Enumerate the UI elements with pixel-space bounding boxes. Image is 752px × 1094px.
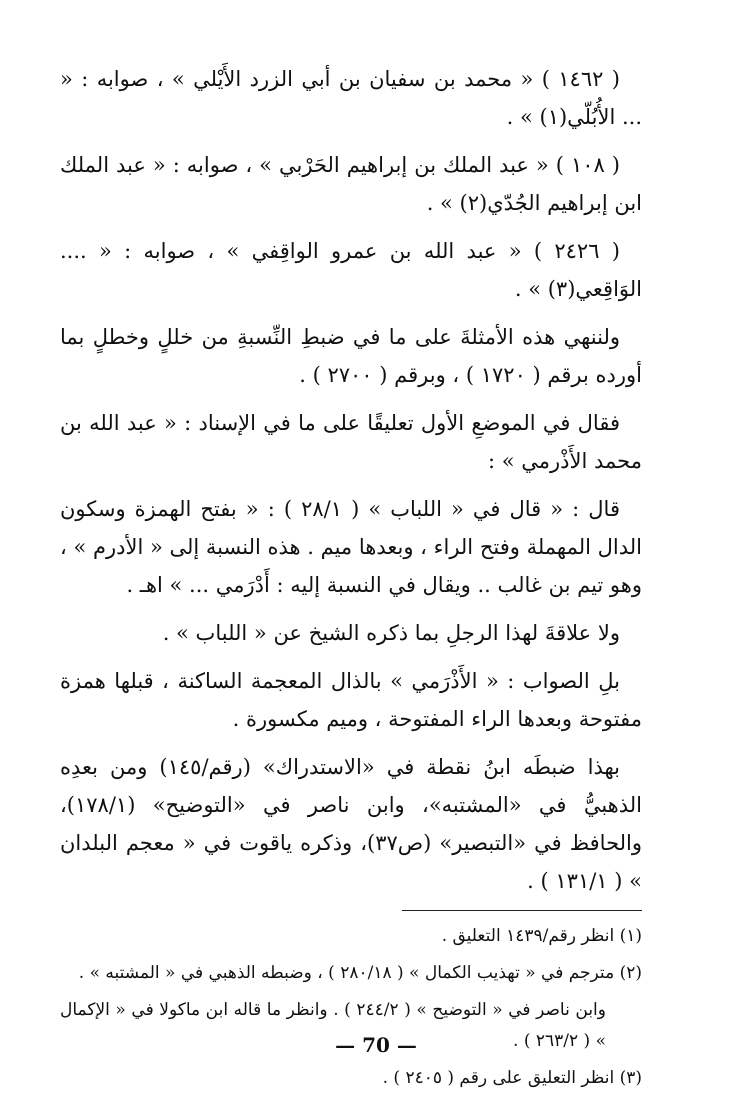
main-text	[60, 60, 642, 900]
correction-paragraph: بلِ الصواب : « الأَذْرَمي » بالذال المعجمة الساكنة ، قبلها همزة مفتوحة وبعدها الراء المفتوحة ، وميم مكسورة .	[60, 669, 642, 731]
entry-1462: ( ١٤٦٢ ) « محمد بن سفيان بن أبي الزرد الأَيْلي » ، صوابه : « ... الأُبُلّي(١) » .	[60, 67, 642, 129]
entry-108: ( ١٠٨ ) « عبد الملك بن إبراهيم الحَرْبي » ، صوابه : « عبد الملك ابن إبراهيم الجُدّي(٢) » .	[60, 153, 642, 215]
lubab-quote-paragraph: قال : « قال في « اللباب » ( ٢٨/١ ) : « بفتح الهمزة وسكون الدال المهملة وفتح الراء ، وبعدها ميم . هذه النسبة إلى « الأدرم » ، وهو تيم بن غالب .. ويقال في النسبة إليه : أَدْرَمي ... » اهـ .	[60, 497, 642, 597]
closing-examples-paragraph: ولننهي هذه الأمثلةَ على ما في ضبطِ النِّسبةِ من خللٍ وخطلٍ بما أورده برقم ( ١٧٢٠ ) ، وبرقم ( ٢٧٠٠ ) .	[60, 325, 642, 387]
no-relation-paragraph: ولا علاقةَ لهذا الرجلِ بما ذكره الشيخ عن « اللباب » .	[162, 621, 620, 645]
footnote-2: (٢) مترجم في « تهذيب الكمال » ( ٢٨٠/١٨ ) ، وضبطه الذهبي في « المشتبه » .	[78, 963, 642, 983]
page-number: — 70 —	[335, 1033, 417, 1057]
entry-2426: ( ٢٤٢٦ ) « عبد الله بن عمرو الواقِفي » ، صوابه : « .... الوَاقِعي(٣) » .	[60, 239, 642, 301]
footnote-divider	[402, 910, 642, 911]
sources-paragraph: بهذا ضبطَه ابنُ نقطة في «الاستدراك» (رقم/١٤٥) ومن بعدِه الذهبيُّ في «المشتبه»، وابن ناصر في «التوضيح» (١٧٨/١)، والحافظ في «التبصير» (ص٣٧)، وذكره ياقوت في « معجم البلدان » ( ١٣١/١ ) .	[60, 755, 642, 893]
footnote-3: (٣) انظر التعليق على رقم ( ٢٤٠٥ ) .	[382, 1068, 642, 1088]
footnote-1: (١) انظر رقم/١٤٣٩ التعليق .	[441, 926, 642, 946]
footnotes	[60, 921, 642, 1094]
first-position-paragraph: فقال في الموضعِ الأول تعليقًا على ما في الإسناد : « عبد الله بن محمد الأَذْرمي » :	[60, 411, 642, 473]
footnote-2-continued: وابن ناصر في « التوضيح » ( ٢٤٤/٢ ) . وانظر ما قاله ابن ماكولا في « الإكمال » ( ٢٦٣/٢ ) .	[60, 1000, 606, 1051]
